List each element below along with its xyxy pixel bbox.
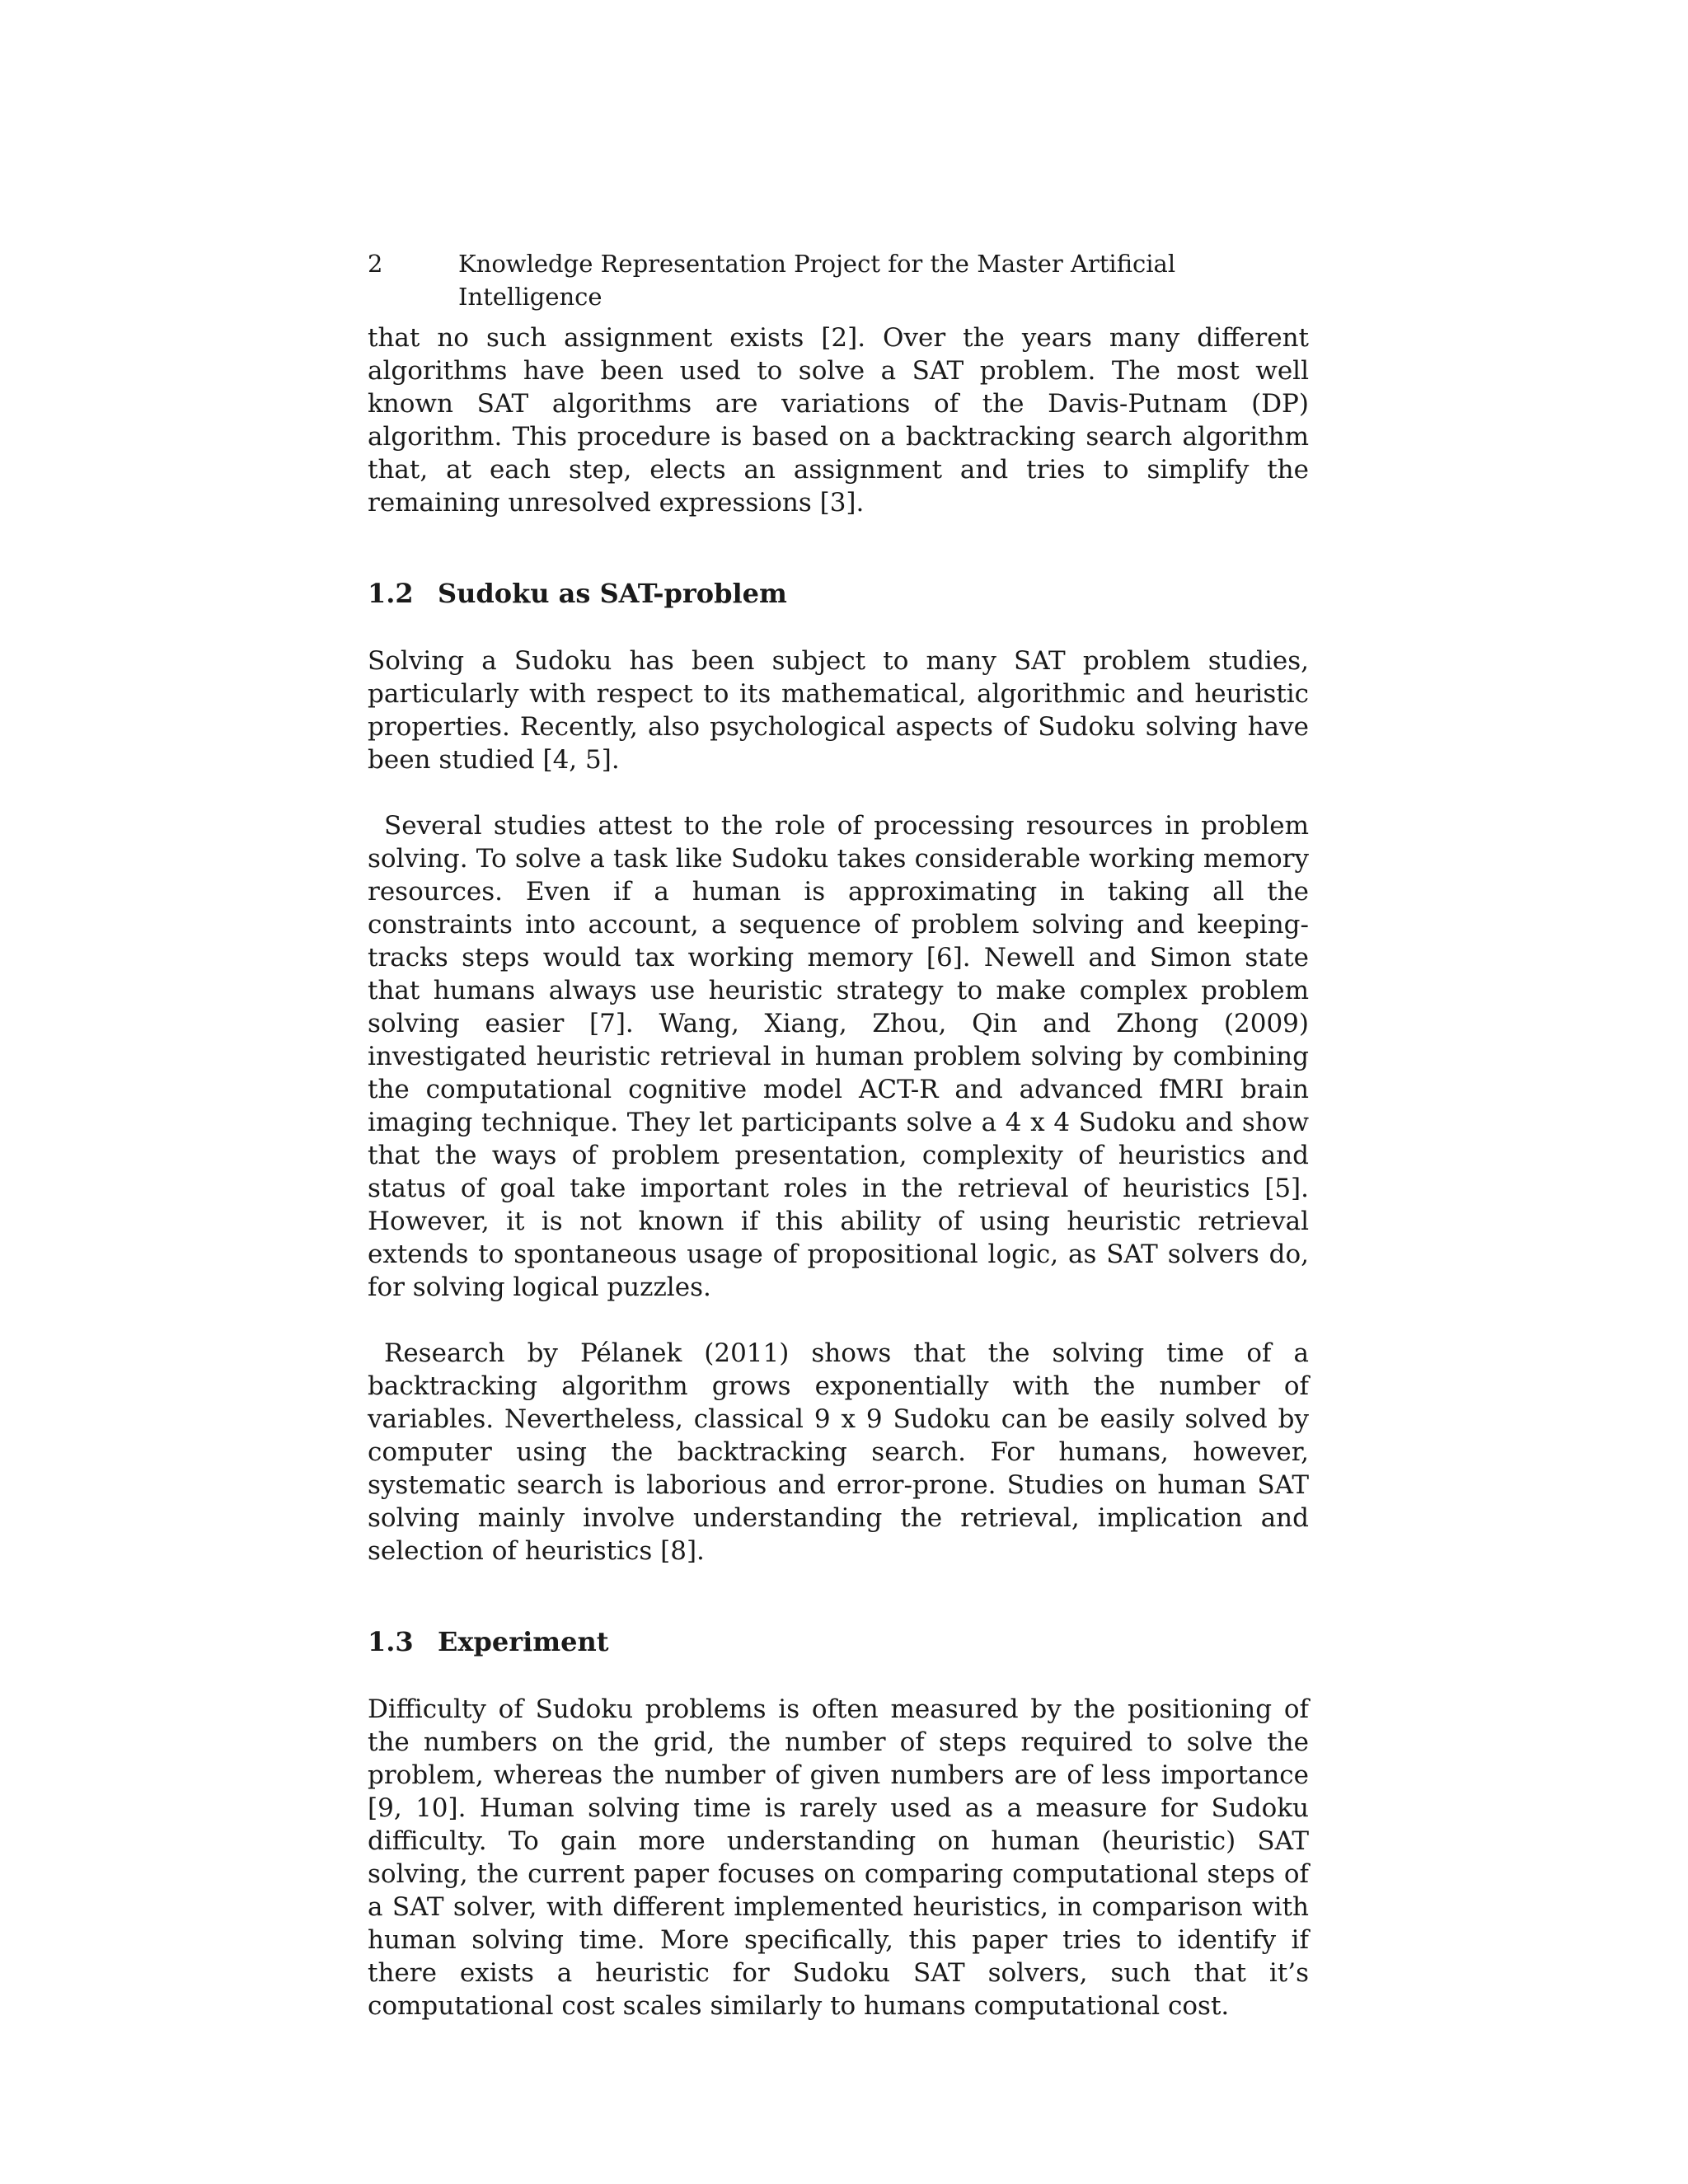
section-number: 1.3 [368,1626,414,1657]
body-paragraph: Several studies attest to the role of processing resources in problem solving. To solve a task like Sudoku takes considerable working memory resources. Even if a human is approximating in taking all the constraints into account, a sequence of problem solving and keeping-tracks steps would tax working memory [6]. Newell and Simon state that humans always use heuristic strategy to make complex problem solving easier [7]. Wang, Xiang, Zhou, Qin and Zhong (2009) investigated heuristic retrieval in human problem solving by combining the computational cognitive model ACT-R and advanced fMRI brain imaging technique. They let participants solve a 4 x 4 Sudoku and show that the ways of problem presentation, complexity of heuristics and status of goal take important roles in the retrieval of heuristics [5]. However, it is not known if this ability of using heuristic retrieval extends to spontaneous usage of propositional logic, as SAT solvers do, for solving logical puzzles. [368,811,1309,1302]
section-number: 1.2 [368,578,414,609]
section-heading-1-3 [368,1625,1309,1658]
paper-page [368,247,1309,2022]
section-title: Experiment [438,1626,609,1657]
page-number: 2 [368,250,383,278]
section-heading-1-2 [368,577,1309,610]
intro-paragraph: that no such assignment exists [2]. Over the years many different algorithms have been used to solve a SAT problem. The most well known SAT algorithms are variations of the Davis-Putnam (DP) algorithm. This procedure is based on a backtracking search algorithm that, at each step, elects an assignment and tries to simplify the remaining unresolved expressions [3]. [368,323,1309,518]
body-paragraph: Solving a Sudoku has been subject to many SAT problem studies, particularly with respect to its mathematical, algorithmic and heuristic properties. Recently, also psychological aspects of Sudoku solving have been studied [4, 5]. [368,646,1309,775]
running-head [368,247,1309,311]
section-title: Sudoku as SAT-problem [438,578,787,609]
body-paragraph: Difficulty of Sudoku problems is often measured by the positioning of the numbers on the grid, the number of steps required to solve the problem, whereas the number of given numbers are of less importance [9, 10]. Human solving time is rarely used as a measure for Sudoku difficulty. To gain more understanding on human (heuristic) SAT solving, the current paper focuses on comparing computational steps of a SAT solver, with different implemented heuristics, in comparison with human solving time. More specifically, this paper tries to identify if there exists a heuristic for Sudoku SAT solvers, such that it’s computational cost scales similarly to humans computational cost. [368,1694,1309,2021]
running-head-title: Knowledge Representation Project for the Master Artificial Intelligence [458,250,1176,311]
body-paragraph: Research by Pélanek (2011) shows that the solving time of a backtracking algorithm grows exponentially with the number of variables. Nevertheless, classical 9 x 9 Sudoku can be easily solved by computer using the backtracking search. For humans, however, systematic search is laborious and error-prone. Studies on human SAT solving mainly involve understanding the retrieval, implication and selection of heuristics [8]. [368,1338,1309,1566]
